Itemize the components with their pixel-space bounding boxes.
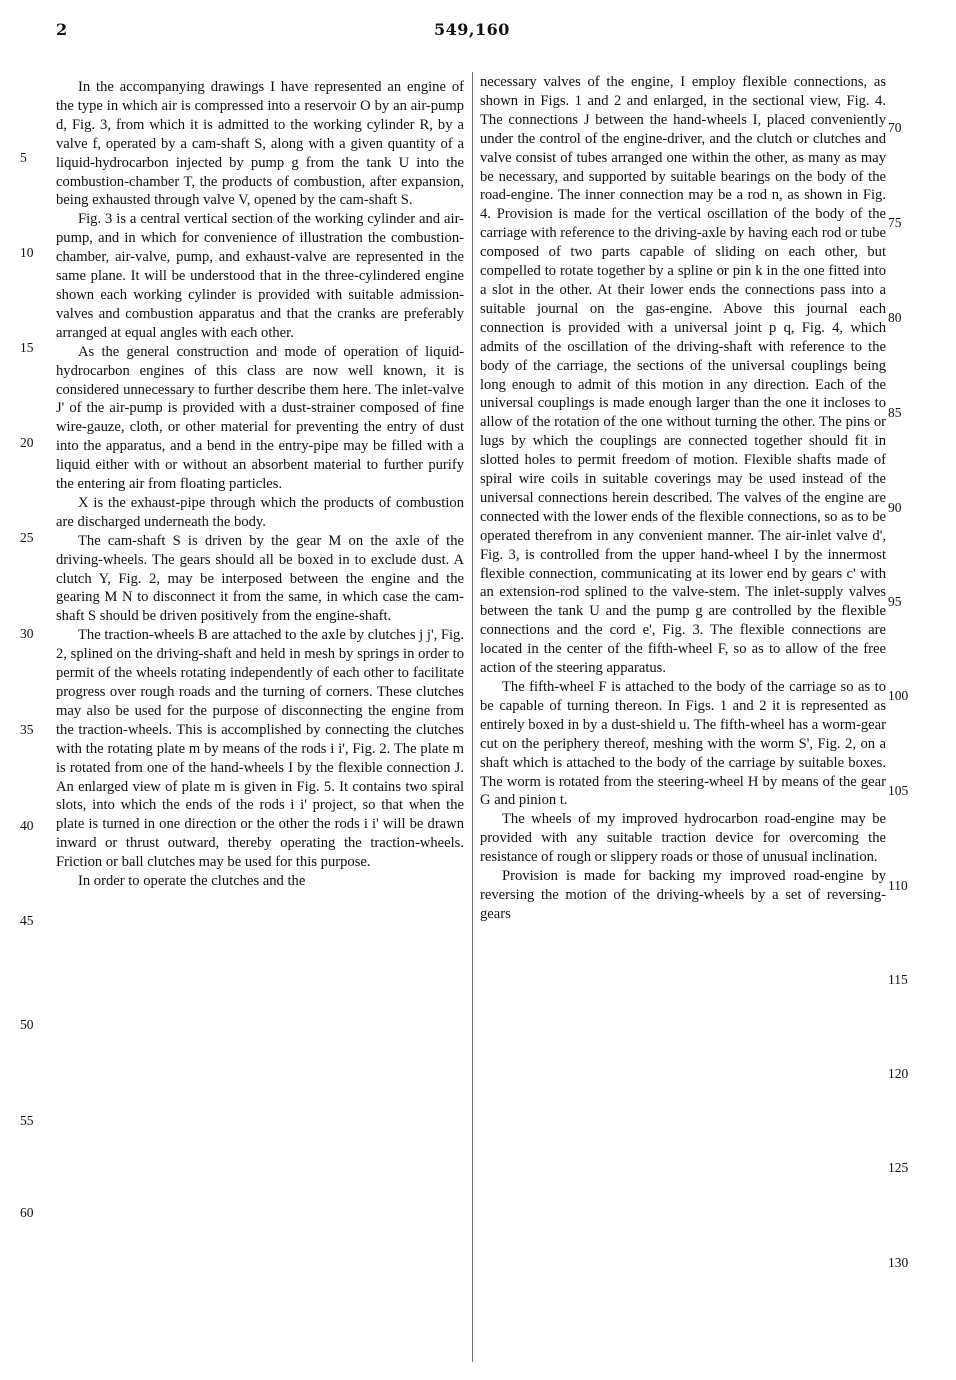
- line-number: 85: [888, 405, 902, 420]
- line-number: 115: [888, 972, 908, 987]
- line-number: 95: [888, 594, 902, 609]
- paragraph: As the general construction and mode of operation of liquid-hydrocarbon engines of this class are now well known, it is considered unnecessary to further describe them here. The inlet-valve J' of the air-pump is provided with a dust-strainer composed of fine wire-gauze, cloth, or other material for preventing the entry of dust into the apparatus, and a bend in the entry-pipe may be filled with a liquid either with or without an absorbent material to further purify the entering air from floating particles.: [56, 343, 464, 493]
- line-number: 5: [20, 150, 27, 165]
- line-number: 35: [20, 722, 34, 737]
- paragraph: necessary valves of the engine, I employ flexible connections, as shown in Figs. 1 and 2 and enlarged, in the sectional view, Fig. 4. The connections J between the hand-wheels I, placed conveniently under the control of the engine-driver, and the clutch or clutches and valve consist of tubes arranged one within the other, as many as may be necessary, and supported by suitable bearings on the body of the road-engine. The inner connection may be a rod n, as shown in Fig. 4. Provision is made for the vertical oscillation of the body of the carriage with reference to the driving-axle by having each rod or tube composed of two parts capable of sliding on each other, but compelled to rotate together by a spline or pin k in the one fitted into a slot in the other. At their lower ends the connections pass into a suitable journal on the gas-engine. Above this journal each connection is provided with a universal joint p q, Fig. 4, which admits of the oscillation of the driving-shaft with reference to the body of the carriage, the sections of the universal couplings being long enough to admit of this motion in any direction. Each of the universal couplings is made enough larger than the one it incloses to allow of the rotation of the one without turning the other. The pins or lugs by which the couplings are connected together should fit in slotted holes to permit freedom of motion. Flexible shafts made of spiral wire coils in suitable coverings may be used instead of the universal connections herein described. The valves of the engine are connected with the lower ends of the flexible connections, so as to be operated therefrom in any convenient manner. The air-inlet valve d', Fig. 3, is controlled from the upper hand-wheel I by the innermost flexible connection, communicating at its lower end by gears c' with an extension-rod splined to the valve-stem. The inlet-supply valves between the tank U and the pump g are controlled by the flexible connections and the cord e', Fig. 3. The flexible connections are located in the center of the fifth-wheel F, so as to allow of the free action of the steering apparatus.: [480, 74, 886, 677]
- patent-number: 549,160: [434, 20, 510, 39]
- column-divider: [472, 72, 473, 1362]
- paragraph: The wheels of my improved hydrocarbon road-engine may be provided with any suitable traction device for overcoming the resistance of rough or slippery roads or those of unusual inclination.: [480, 811, 886, 866]
- line-number: 125: [888, 1160, 909, 1175]
- line-number: 130: [888, 1255, 909, 1270]
- line-number: 70: [888, 120, 902, 135]
- paragraph: In order to operate the clutches and the: [78, 873, 306, 890]
- paragraph: The cam-shaft S is driven by the gear M on the axle of the driving-wheels. The gears should all be boxed in to exclude dust. A clutch Y, Fig. 2, may be interposed between the engine and the gearing M N to disconnect it from the same, in which case the cam-shaft S should be driven positively from the engine-shaft.: [56, 532, 464, 625]
- line-number: 30: [20, 626, 34, 641]
- page-number: 2: [56, 20, 68, 39]
- line-number: 90: [888, 500, 902, 515]
- right-column: [480, 73, 886, 924]
- paragraph: The fifth-wheel F is attached to the body of the carriage so as to be capable of turning thereon. In Figs. 1 and 2 it is represented as entirely boxed in by a dust-shield u. The fifth-wheel has a worm-gear cut on the periphery thereof, meshing with the worm S', Fig. 2, on a shaft which is attached to the body of the carriage by suitable boxes. The worm is rotated from the steering-wheel H by means of the gear G and pinion t.: [480, 679, 886, 809]
- line-number: 20: [20, 435, 34, 450]
- line-number: 15: [20, 340, 34, 355]
- line-number: 25: [20, 530, 34, 545]
- paragraph: Fig. 3 is a central vertical section of the working cylinder and air-pump, and in which for convenience of illustration the combustion-chamber, air-valve, pump, and exhaust-valve are represented in the same plane. It will be understood that in the three-cylindered engine shown each working cylinder is provided with suitable admission-valves and combustion apparatus and that the cranks are preferably arranged at equal angles with each other.: [56, 211, 464, 341]
- line-number: 80: [888, 310, 902, 325]
- left-column: [56, 78, 464, 891]
- line-number: 10: [20, 245, 34, 260]
- line-number: 50: [20, 1017, 34, 1032]
- line-number: 105: [888, 783, 909, 798]
- paragraph: The traction-wheels B are attached to the axle by clutches j j', Fig. 2, splined on the driving-shaft and held in mesh by springs in order to permit of the wheels rotating independently of each other to facilitate progress over rough roads and the turning of corners. These clutches may also be used for the purpose of disconnecting the engine from the traction-wheels. This is accomplished by connecting the clutches with the rotating plate m by means of the rods i i', Fig. 2. The plate m is rotated from one of the hand-wheels I by the flexible connection J. An enlarged view of plate m is given in Fig. 5. It contains two spiral slots, into which the ends of the rods i i' project, so that when the plate is turned in one direction or the other the rods i i' will be drawn inward or thrust outward, thereby operating the traction-wheels. Friction or ball clutches may be used for this purpose.: [56, 627, 464, 871]
- line-number: 120: [888, 1066, 909, 1081]
- line-number: 55: [20, 1113, 34, 1128]
- line-number: 60: [20, 1205, 34, 1220]
- paragraph: X is the exhaust-pipe through which the products of combustion are discharged underneath the body.: [56, 494, 464, 530]
- paragraph: In the accompanying drawings I have represented an engine of the type in which air is compressed into a reservoir O by an air-pump d, Fig. 3, from which it is admitted to the working cylinder R, by a valve f, operated by a cam-shaft S, along with a given quantity of a liquid-hydrocarbon injected by pump g from the tank U into the combustion-chamber T, the products of combustion, after expansion, being exhausted through valve V, opened by the cam-shaft S.: [56, 79, 464, 209]
- line-number: 100: [888, 688, 909, 703]
- line-number: 75: [888, 215, 902, 230]
- paragraph: Provision is made for backing my improved road-engine by reversing the motion of the driving-wheels by a set of reversing-gears: [480, 868, 886, 922]
- line-number: 45: [20, 913, 34, 928]
- line-number: 110: [888, 878, 908, 893]
- line-number: 40: [20, 818, 34, 833]
